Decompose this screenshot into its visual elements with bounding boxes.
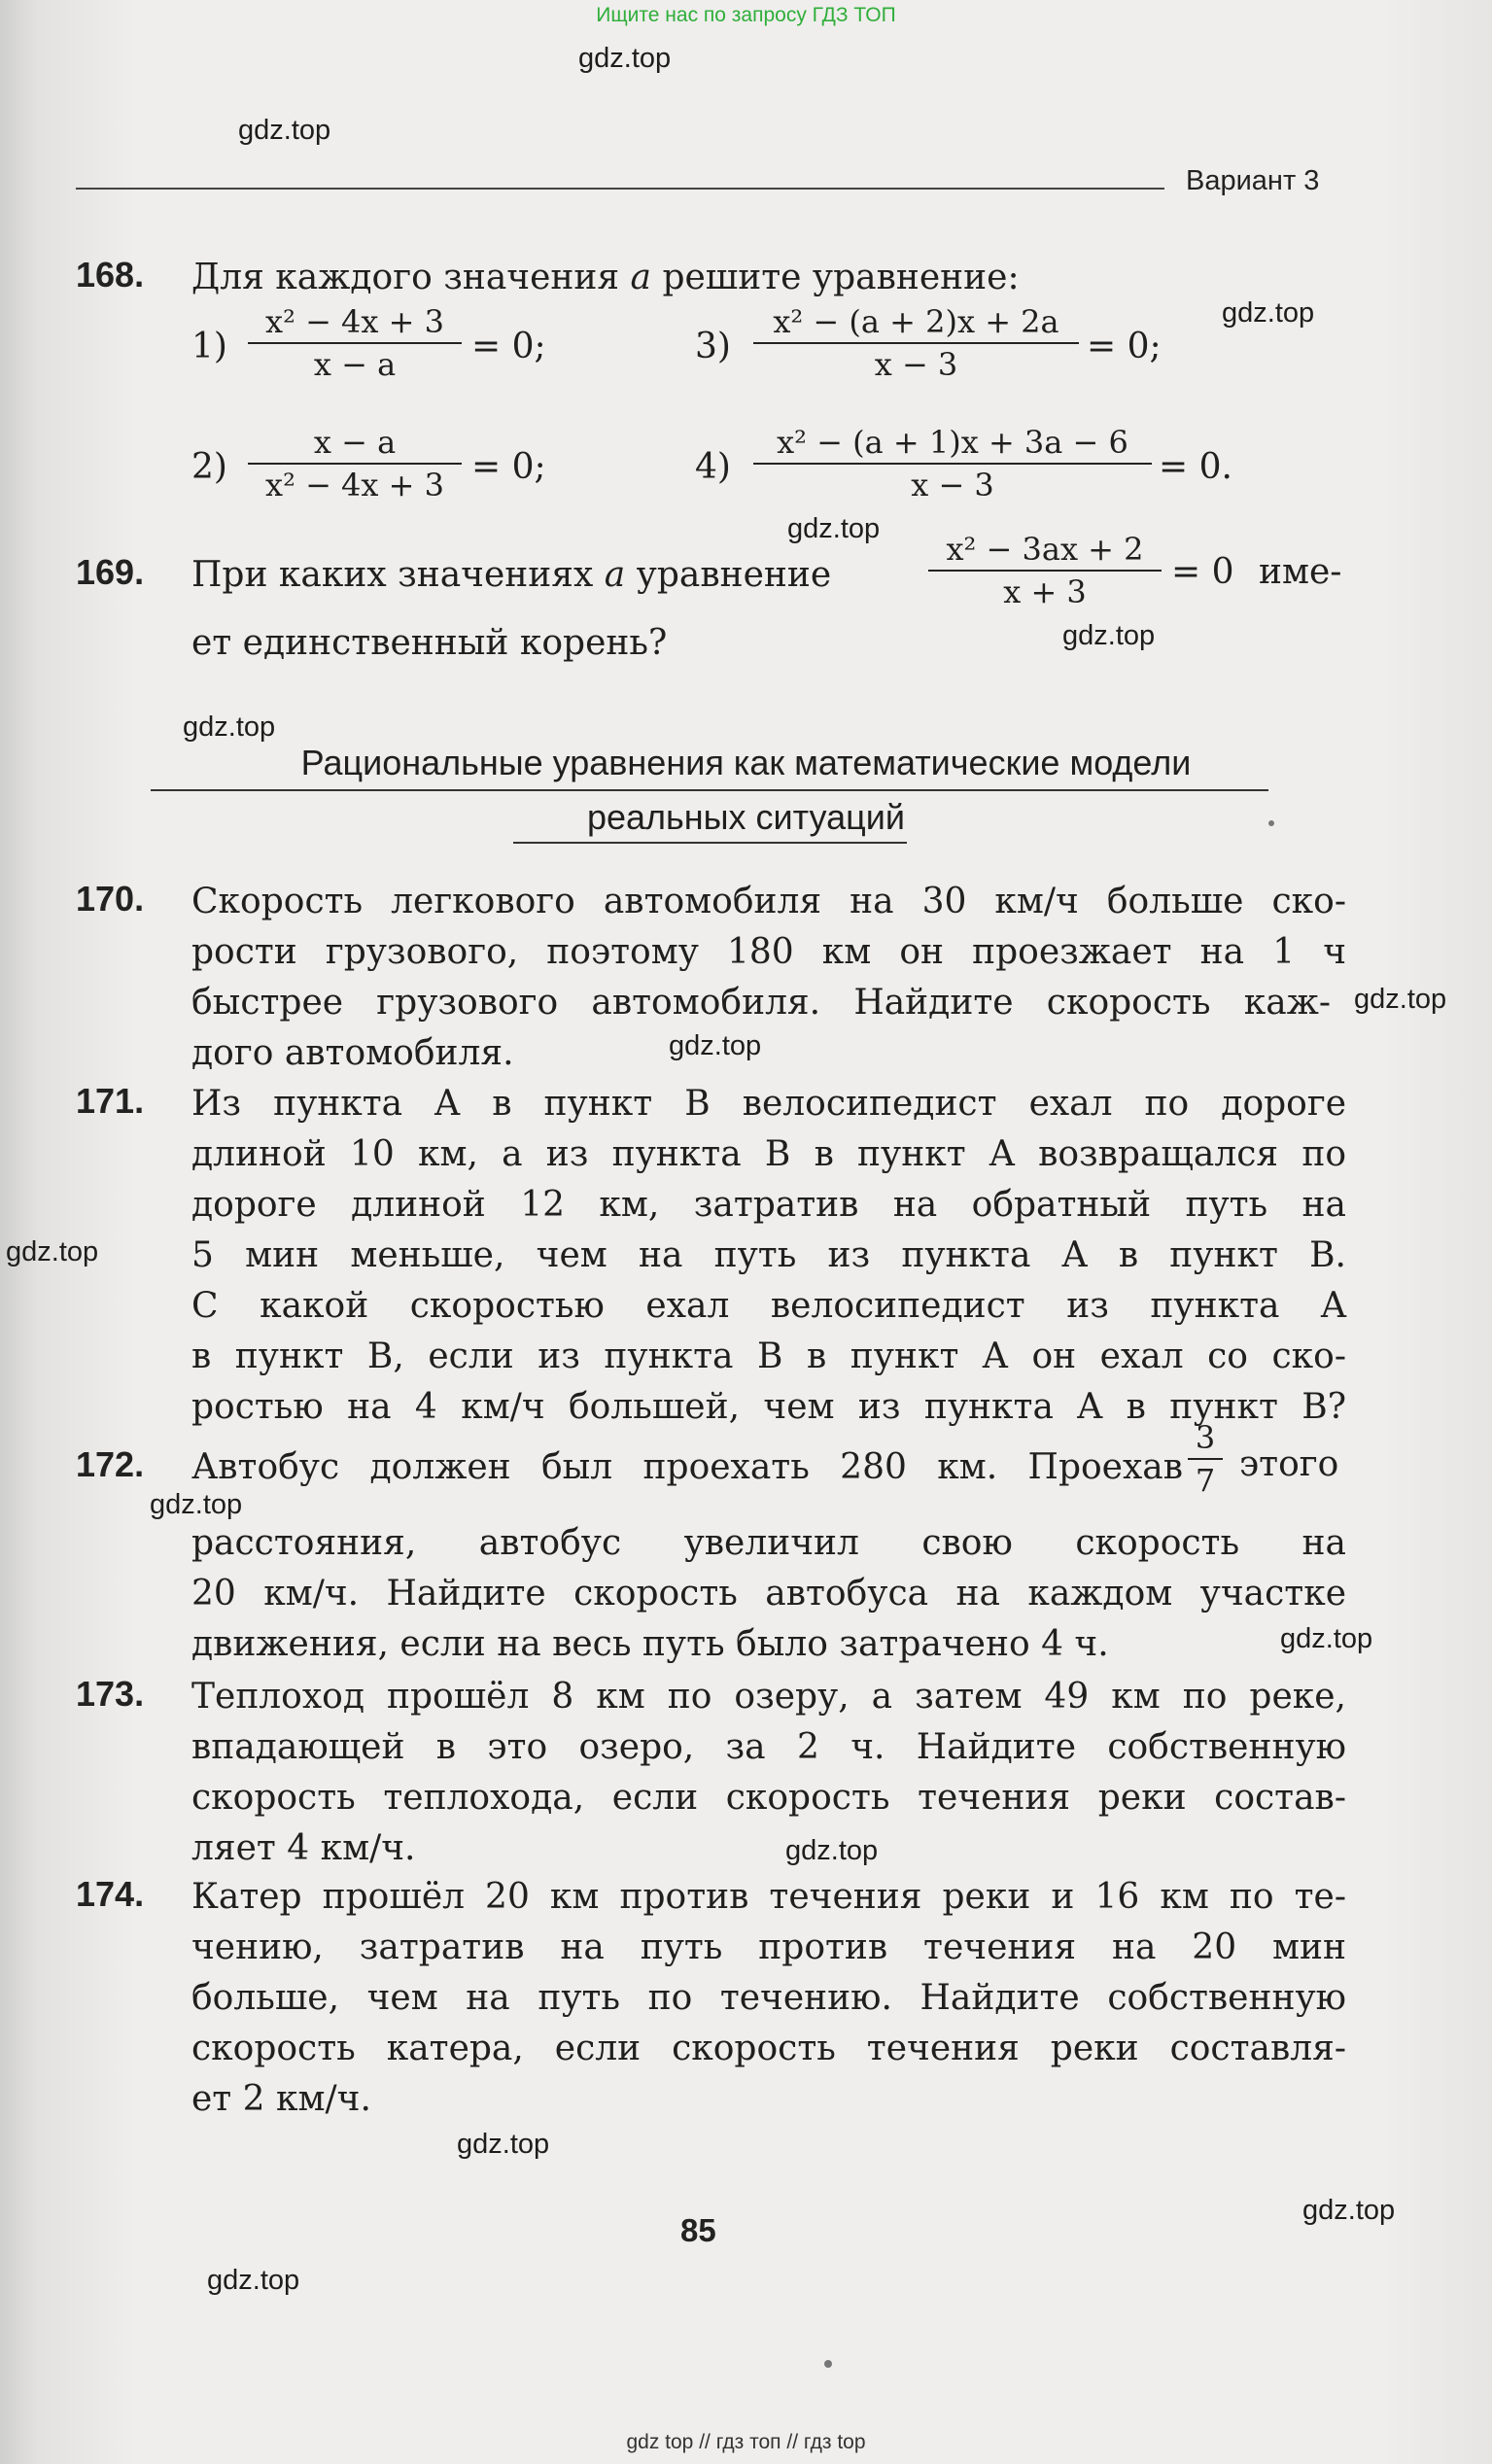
- fraction: $\frac{\text{x² − 3ax + 2}}{x + 3}$: [928, 531, 1162, 610]
- item-label: 3): [695, 327, 731, 366]
- variant-label: Вариант 3: [1186, 165, 1320, 196]
- text-line: С какой скоростью ехал велосипедист из пункта A: [191, 1286, 1346, 1326]
- text-line: ростью на 4 км/ч большей, чем из пункта A в пункт B?: [191, 1387, 1346, 1427]
- text-line: Теплоход прошёл 8 км по озеру, а затем 49 км по реке,: [191, 1677, 1346, 1717]
- problem-number: 171.: [76, 1081, 145, 1121]
- text-line: этого: [1239, 1444, 1339, 1484]
- watermark: gdz.top: [1222, 297, 1315, 329]
- problem-number: 174.: [76, 1874, 145, 1914]
- section-title: Рациональные уравнения как математические модели: [300, 743, 1192, 782]
- problem-text: ет единственный корень?: [191, 623, 668, 663]
- text-line: в пункт B, если из пункта B в пункт A он ехал со ско-: [191, 1336, 1346, 1376]
- problem-number: 172.: [76, 1444, 145, 1484]
- watermark: gdz.top: [6, 1236, 99, 1267]
- section-underline: [151, 789, 1268, 791]
- bottom-banner[interactable]: gdz top // гдз топ // гдз top: [626, 2431, 866, 2453]
- item-label: 1): [191, 327, 227, 366]
- fraction: $\frac{\text{x² − 4x + 3}}{x - a}$: [248, 303, 462, 383]
- text-line: Автобус должен был проехать 280 км. Проехав: [191, 1447, 1183, 1487]
- header-rule: [76, 188, 1164, 190]
- watermark: gdz.top: [183, 711, 276, 743]
- text-line: 20 км/ч. Найдите скорость автобуса на каждом участке: [191, 1574, 1346, 1614]
- text-line: ляет 4 км/ч.: [191, 1828, 416, 1868]
- watermark: gdz.top: [1302, 2195, 1396, 2226]
- equation-rhs: = 0;: [1087, 327, 1162, 366]
- top-banner[interactable]: Ищите нас по запросу ГДЗ ТОП: [596, 4, 896, 26]
- page-number: 85: [680, 2212, 716, 2248]
- equation-rhs: = 0;: [471, 447, 546, 487]
- fraction: $\frac{\text{x² − (a + 1)x + 3a − 6}}{x - 3}$: [753, 424, 1152, 503]
- text-line: дороге длиной 12 км, затратив на обратный путь на: [191, 1185, 1346, 1225]
- watermark: gdz.top: [457, 2129, 550, 2160]
- text-line: скорость теплохода, если скорость течения реки состав-: [191, 1778, 1346, 1818]
- problem-text: Для каждого значения a решите уравнение:: [191, 258, 1020, 297]
- item-label: 4): [695, 447, 731, 487]
- fraction: $\frac{x - a}{\text{x² − 4x + 3}}$: [248, 424, 462, 503]
- text-line: расстояния, автобус увеличил свою скорость на: [191, 1523, 1346, 1563]
- watermark: gdz.top: [669, 1030, 762, 1061]
- watermark: gdz.top: [787, 513, 881, 544]
- text-line: быстрее грузового автомобиля. Найдите скорость каж-: [191, 983, 1331, 1023]
- text-line: рости грузового, поэтому 180 км он проезжает на 1 ч: [191, 932, 1346, 972]
- equation-rhs: = 0;: [471, 327, 546, 366]
- fraction: $\frac{\text{x² − (a + 2)x + 2a}}{x - 3}$: [753, 303, 1079, 383]
- watermark: gdz.top: [207, 2265, 300, 2296]
- problem-number: 173.: [76, 1674, 145, 1714]
- text-line: движения, если на весь путь было затрачено 4 ч.: [191, 1624, 1109, 1664]
- watermark: gdz.top: [578, 43, 672, 74]
- item-label: 2): [191, 447, 227, 487]
- text-line: Катер прошёл 20 км против течения реки и 16 км по те-: [191, 1877, 1346, 1917]
- text-line: ет 2 км/ч.: [191, 2079, 371, 2119]
- text-line: чению, затратив на путь против течения на 20 мин: [191, 1927, 1346, 1967]
- text-line: Скорость легкового автомобиля на 30 км/ч больше ско-: [191, 882, 1346, 921]
- watermark: gdz.top: [1062, 620, 1156, 651]
- text-line: впадающей в это озеро, за 2 ч. Найдите собственную: [191, 1727, 1346, 1767]
- text-line: длиной 10 км, а из пункта B в пункт A возвращался по: [191, 1134, 1346, 1174]
- section-title: реальных ситуаций: [586, 797, 906, 837]
- problem-text: При каких значениях a уравнение: [191, 555, 832, 595]
- text-line: 5 мин меньше, чем на путь из пункта A в пункт B.: [191, 1235, 1346, 1275]
- text-line: дого автомобиля.: [191, 1033, 514, 1073]
- paper-speck: [1268, 820, 1274, 826]
- watermark: gdz.top: [150, 1489, 243, 1520]
- problem-number: 169.: [76, 552, 145, 592]
- paper-speck: [824, 2360, 832, 2368]
- section-underline: [513, 842, 907, 844]
- text-line: скорость катера, если скорость течения реки составля-: [191, 2029, 1346, 2068]
- equation-rhs: = 0.: [1159, 447, 1232, 487]
- watermark: gdz.top: [785, 1835, 879, 1866]
- text-line: Из пункта A в пункт B велосипедист ехал по дороге: [191, 1084, 1346, 1124]
- watermark: gdz.top: [238, 115, 331, 146]
- text-line: больше, чем на путь по течению. Найдите собственную: [191, 1978, 1346, 2018]
- problem-number: 170.: [76, 879, 145, 919]
- problem-text: име-: [1259, 552, 1342, 592]
- equation-rhs: = 0: [1171, 552, 1234, 592]
- problem-number: 168.: [76, 255, 145, 295]
- fraction: $\frac{3}{7}$: [1188, 1419, 1223, 1499]
- watermark: gdz.top: [1280, 1623, 1373, 1654]
- watermark: gdz.top: [1354, 984, 1447, 1015]
